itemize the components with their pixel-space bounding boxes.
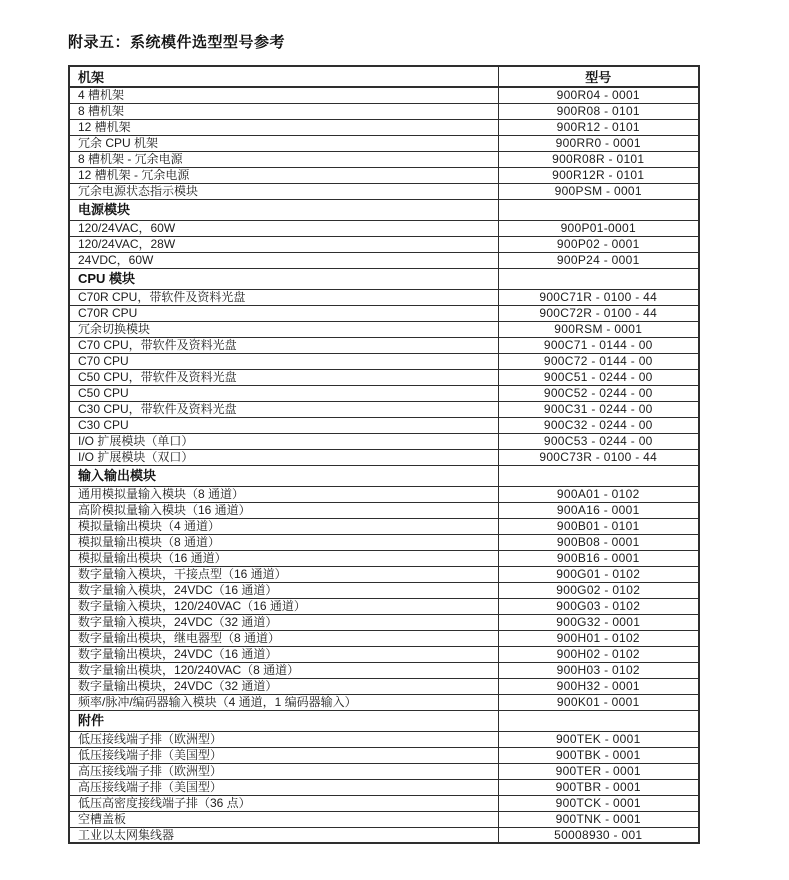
table-row (69, 87, 699, 103)
item-model: 900K01 - 0001 (498, 694, 699, 710)
item-label: C30 CPU，带软件及资料光盘 (69, 401, 498, 417)
section-row (69, 199, 699, 220)
item-model: 900C53 - 0244 - 00 (498, 433, 699, 449)
item-model: 900B16 - 0001 (498, 550, 699, 566)
item-label: 数字量输入模块，120/240VAC（16 通道） (69, 598, 498, 614)
table-row (69, 449, 699, 465)
item-label: 12 槽机架 - 冗余电源 (69, 167, 498, 183)
item-model: 900P02 - 0001 (498, 236, 699, 252)
item-label: 4 槽机架 (69, 87, 498, 103)
table-row (69, 518, 699, 534)
section-label: 附件 (69, 710, 498, 731)
item-model: 900H32 - 0001 (498, 678, 699, 694)
table-row (69, 385, 699, 401)
item-label: C70 CPU，带软件及资料光盘 (69, 337, 498, 353)
item-label: 高压接线端子排（美国型） (69, 779, 498, 795)
item-label: 频率/脉冲/编码器输入模块（4 通道，1 编码器输入） (69, 694, 498, 710)
item-model: 900G32 - 0001 (498, 614, 699, 630)
table-row (69, 321, 699, 337)
item-label: 冗余 CPU 机架 (69, 135, 498, 151)
item-model: 900C32 - 0244 - 00 (498, 417, 699, 433)
item-label: 高阶模拟量输入模块（16 通道） (69, 502, 498, 518)
item-model: 900TNK - 0001 (498, 811, 699, 827)
item-label: 低压接线端子排（欧洲型） (69, 731, 498, 747)
table-row (69, 135, 699, 151)
item-label: 数字量输出模块，继电器型（8 通道） (69, 630, 498, 646)
item-model: 900A16 - 0001 (498, 502, 699, 518)
section-row (69, 465, 699, 486)
item-model: 900B08 - 0001 (498, 534, 699, 550)
item-label: C50 CPU，带软件及资料光盘 (69, 369, 498, 385)
item-model (498, 465, 699, 486)
table-row (69, 119, 699, 135)
item-label: 120/24VAC，60W (69, 220, 498, 236)
item-label: 模拟量输出模块（8 通道） (69, 534, 498, 550)
table-row (69, 151, 699, 167)
table-row (69, 103, 699, 119)
section-label: CPU 模块 (69, 268, 498, 289)
section-label: 电源模块 (69, 199, 498, 220)
table-row (69, 827, 699, 843)
table-row (69, 678, 699, 694)
table-row (69, 811, 699, 827)
table-row (69, 534, 699, 550)
item-model: 900P24 - 0001 (498, 252, 699, 268)
table-row (69, 417, 699, 433)
table-row (69, 252, 699, 268)
item-label: 8 槽机架 (69, 103, 498, 119)
item-label: 24VDC，60W (69, 252, 498, 268)
item-model (498, 710, 699, 731)
item-model: 900A01 - 0102 (498, 486, 699, 502)
table-row (69, 550, 699, 566)
item-label: 模拟量输出模块（4 通道） (69, 518, 498, 534)
item-model: 900R08R - 0101 (498, 151, 699, 167)
item-label: C50 CPU (69, 385, 498, 401)
item-model (498, 268, 699, 289)
item-label: 12 槽机架 (69, 119, 498, 135)
column-header-model: 型号 (498, 66, 699, 87)
item-label: 冗余切换模块 (69, 321, 498, 337)
item-model: 900H02 - 0102 (498, 646, 699, 662)
table-row (69, 353, 699, 369)
table-row (69, 694, 699, 710)
item-model: 900PSM - 0001 (498, 183, 699, 199)
table-row (69, 183, 699, 199)
item-model: 900B01 - 0101 (498, 518, 699, 534)
item-label: C70R CPU，带软件及资料光盘 (69, 289, 498, 305)
item-label: I/O 扩展模块（双口） (69, 449, 498, 465)
section-row (69, 268, 699, 289)
table-row (69, 747, 699, 763)
column-header-rack: 机架 (69, 66, 498, 87)
item-label: 8 槽机架 - 冗余电源 (69, 151, 498, 167)
item-model: 900G02 - 0102 (498, 582, 699, 598)
table-row (69, 646, 699, 662)
item-model: 900C71 - 0144 - 00 (498, 337, 699, 353)
page-title: 附录五：系统模件选型型号参考 (68, 34, 286, 51)
item-label: 数字量输出模块，24VDC（32 通道） (69, 678, 498, 694)
item-model: 900H01 - 0102 (498, 630, 699, 646)
item-label: 数字量输入模块，24VDC（16 通道） (69, 582, 498, 598)
item-model: 900TER - 0001 (498, 763, 699, 779)
table-header-row (69, 66, 699, 87)
item-model: 900H03 - 0102 (498, 662, 699, 678)
module-model-table (68, 65, 700, 844)
item-model: 900R12R - 0101 (498, 167, 699, 183)
table-row (69, 502, 699, 518)
item-model: 900C31 - 0244 - 00 (498, 401, 699, 417)
table-row (69, 401, 699, 417)
item-label: C70R CPU (69, 305, 498, 321)
item-model: 900TBR - 0001 (498, 779, 699, 795)
table-row (69, 337, 699, 353)
table-row (69, 369, 699, 385)
item-label: I/O 扩展模块（单口） (69, 433, 498, 449)
item-model: 900TBK - 0001 (498, 747, 699, 763)
item-label: 数字量输出模块，120/240VAC（8 通道） (69, 662, 498, 678)
item-model: 900RSM - 0001 (498, 321, 699, 337)
item-label: 空槽盖板 (69, 811, 498, 827)
item-model: 900TCK - 0001 (498, 795, 699, 811)
item-model: 900P01-0001 (498, 220, 699, 236)
item-model: 900R12 - 0101 (498, 119, 699, 135)
item-label: 通用模拟量输入模块（8 通道） (69, 486, 498, 502)
table-row (69, 582, 699, 598)
item-model: 900C51 - 0244 - 00 (498, 369, 699, 385)
item-model: 900C72R - 0100 - 44 (498, 305, 699, 321)
table-row (69, 795, 699, 811)
table-row (69, 167, 699, 183)
item-model: 900C73R - 0100 - 44 (498, 449, 699, 465)
item-model: 900RR0 - 0001 (498, 135, 699, 151)
item-model: 900C71R - 0100 - 44 (498, 289, 699, 305)
item-label: 高压接线端子排（欧洲型） (69, 763, 498, 779)
item-label: 数字量输出模块，24VDC（16 通道） (69, 646, 498, 662)
item-model (498, 199, 699, 220)
item-label: 数字量输入模块，24VDC（32 通道） (69, 614, 498, 630)
table-body (69, 87, 699, 843)
table-row (69, 433, 699, 449)
table-row (69, 566, 699, 582)
table-row (69, 289, 699, 305)
table-row (69, 220, 699, 236)
table-row (69, 763, 699, 779)
table-row (69, 598, 699, 614)
table-row (69, 662, 699, 678)
item-label: 低压高密度接线端子排（36 点） (69, 795, 498, 811)
item-label: 冗余电源状态指示模块 (69, 183, 498, 199)
item-label: 低压接线端子排（美国型） (69, 747, 498, 763)
table-row (69, 731, 699, 747)
item-model: 900R04 - 0001 (498, 87, 699, 103)
item-model: 900G01 - 0102 (498, 566, 699, 582)
item-label: 模拟量输出模块（16 通道） (69, 550, 498, 566)
table-row (69, 614, 699, 630)
item-model: 900G03 - 0102 (498, 598, 699, 614)
table-row (69, 486, 699, 502)
item-model: 50008930 - 001 (498, 827, 699, 843)
table-row (69, 236, 699, 252)
item-label: C70 CPU (69, 353, 498, 369)
item-label: 工业以太网集线器 (69, 827, 498, 843)
item-model: 900R08 - 0101 (498, 103, 699, 119)
section-label: 输入输出模块 (69, 465, 498, 486)
item-model: 900C72 - 0144 - 00 (498, 353, 699, 369)
item-label: C30 CPU (69, 417, 498, 433)
table-row (69, 630, 699, 646)
table-row (69, 779, 699, 795)
item-label: 120/24VAC，28W (69, 236, 498, 252)
item-model: 900C52 - 0244 - 00 (498, 385, 699, 401)
table-row (69, 305, 699, 321)
section-row (69, 710, 699, 731)
item-label: 数字量输入模块，干接点型（16 通道） (69, 566, 498, 582)
item-model: 900TEK - 0001 (498, 731, 699, 747)
